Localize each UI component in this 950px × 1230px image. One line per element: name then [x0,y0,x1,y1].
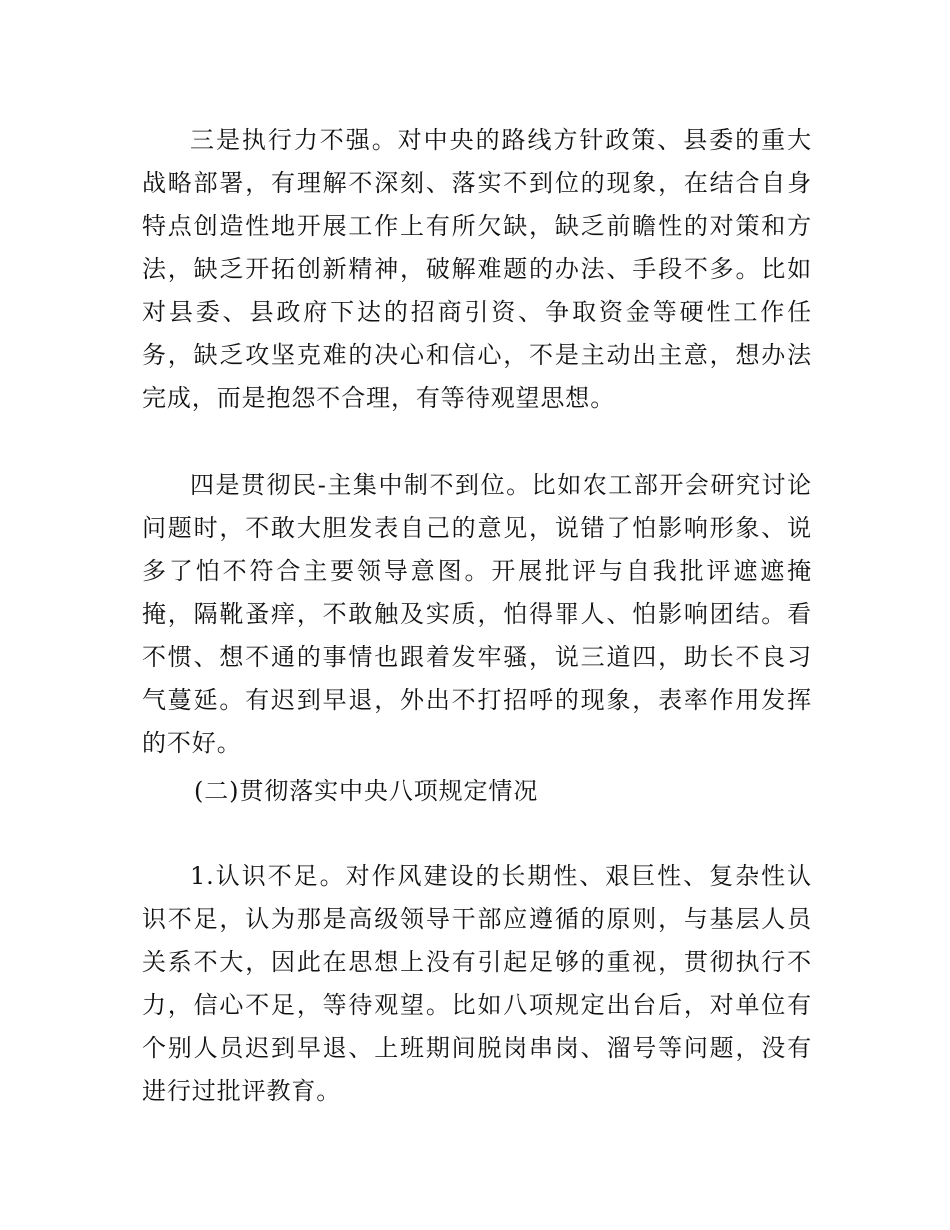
section-heading: (二)贯彻落实中央八项规定情况 [194,777,539,805]
paragraph-insufficient-understanding: 1.认识不足。对作风建设的长期性、艰巨性、复杂性认识不足，认为那是高级领导干部应遵循的原则，与基层人员关系不大，因此在思想上没有引起足够的重视，贯彻执行不力，信心不足，等待观望。比如八项规定出台后，对单位有个别人员迟到早退、上班期间脱岗串岗、溜号等问题，没有进行过批评教育。 [142,862,812,1105]
paragraph-execution: 三是执行力不强。对中央的路线方针政策、县委的重大战略部署，有理解不深刻、落实不到位的现象，在结合自身特点创造性地开展工作上有所欠缺，缺乏前瞻性的对策和方法，缺乏开拓创新精神，破解难题的办法、手段不多。比如对县委、县政府下达的招商引资、争取资金等硬性工作任务，缺乏攻坚克难的决心和信心，不是主动出主意，想办法完成，而是抱怨不合理，有等待观望思想。 [142,126,812,412]
paragraph-democratic-centralism: 四是贯彻民-主集中制不到位。比如农工部开会研究讨论问题时，不敢大胆发表自己的意见，说错了怕影响形象、说多了怕不符合主要领导意图。开展批评与自我批评遮遮掩掩，隔靴蚤痒，不敢触及实质，怕得罪人、怕影响团结。看不惯、想不通的事情也跟着发牢骚，说三道四，助长不良习气蔓延。有迟到早退，外出不打招呼的现象，表率作用发挥的不好。 [142,471,812,757]
